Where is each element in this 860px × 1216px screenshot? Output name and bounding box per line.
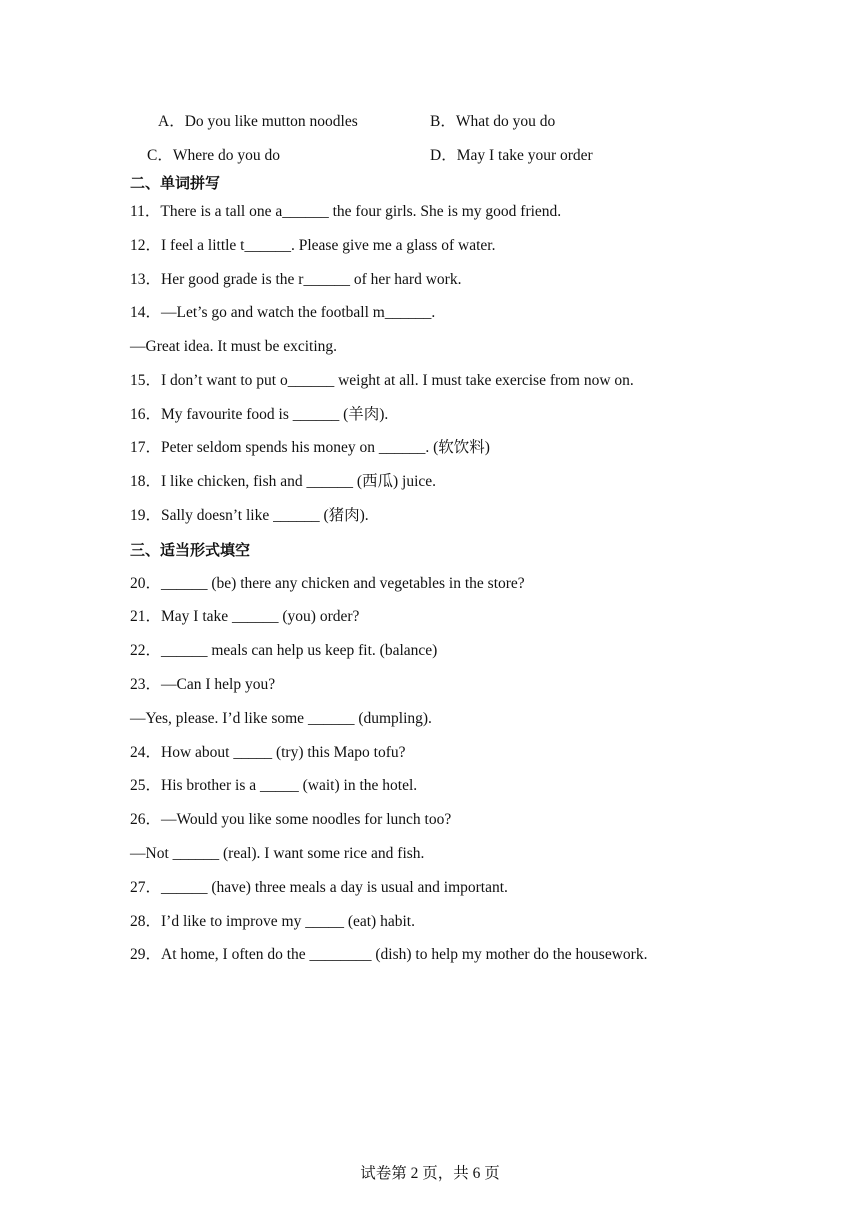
question-line: 25．His brother is a _____ (wait) in the hotel. xyxy=(130,777,418,794)
question-line: 28．I’d like to improve my _____ (eat) habit. xyxy=(130,913,415,930)
question-line: 22．______ meals can help us keep fit. (balance) xyxy=(130,642,438,659)
question-line: 18．I like chicken, fish and ______ (西瓜) juice. xyxy=(130,473,437,490)
question-line: 19．Sally doesn’t like ______ (猪肉). xyxy=(130,507,369,524)
question-line: 20．______ (be) there any chicken and vegetables in the store? xyxy=(130,575,525,592)
answer-line: —Not ______ (real). I want some rice and fish. xyxy=(130,845,425,862)
option-d: D．May I take your order xyxy=(430,147,593,164)
question-line: 29．At home, I often do the ________ (dish) to help my mother do the housework. xyxy=(130,946,648,963)
section-heading-spelling: 二、单词拼写 xyxy=(130,174,221,192)
question-line: 11．There is a tall one a______ the four girls. She is my good friend. xyxy=(130,203,562,220)
question-line: 12．I feel a little t______. Please give me a glass of water. xyxy=(130,237,496,254)
question-line: 24．How about _____ (try) this Mapo tofu? xyxy=(130,744,406,761)
question-line: 13．Her good grade is the r______ of her hard work. xyxy=(130,271,462,288)
option-c: C．Where do you do xyxy=(147,147,281,164)
question-line: 23．—Can I help you? xyxy=(130,676,276,693)
answer-line: —Yes, please. I’d like some ______ (dumpling). xyxy=(130,710,432,727)
question-line: 14．—Let’s go and watch the football m______. xyxy=(130,304,436,321)
question-line: 17．Peter seldom spends his money on ______. (软饮料) xyxy=(130,439,490,456)
question-line: 16．My favourite food is ______ (羊肉). xyxy=(130,406,389,423)
answer-line: —Great idea. It must be exciting. xyxy=(130,338,338,355)
option-a: A．Do you like mutton noodles xyxy=(158,113,358,130)
section-heading-fill-in: 三、适当形式填空 xyxy=(130,541,251,559)
question-line: 15．I don’t want to put o______ weight at all. I must take exercise from now on. xyxy=(130,372,634,389)
question-line: 27．______ (have) three meals a day is usual and important. xyxy=(130,879,508,896)
question-line: 26．—Would you like some noodles for lunch too? xyxy=(130,811,452,828)
option-b: B．What do you do xyxy=(430,113,556,130)
question-line: 21．May I take ______ (you) order? xyxy=(130,608,360,625)
page-footer: 试卷第 2 页，共 6 页 xyxy=(360,1165,500,1182)
